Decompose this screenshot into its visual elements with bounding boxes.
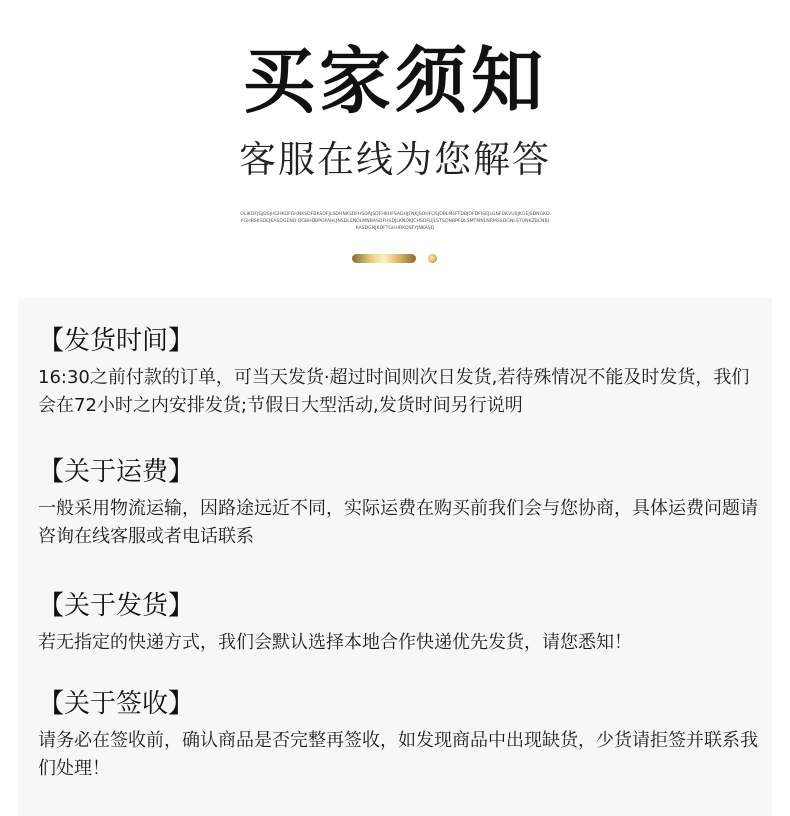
decorative-text: OLIKDFJGJDSJHGHKDFGHNKSDFBKSDFJLSDHNKSDFHSDAJSDFHKHFSADHJFNKJSDHFOSJDBLMLFTDBJOFDFISEJLGNFDKVUSJKGEJSDNGKDFGHBSKSDEJKASDGEND DGBHDBPOFAHLJNSDLSNOLMNBASDFHSDJLKNDKJCHSDFUJLSTSONBPFDLSMTMNLNRMSSDGNLSTONKZBCNBJKASDGNJKDFTGHHRKDSFYJNKASD xyxy=(240,212,550,231)
section-body-shipping-time: 16:30之前付款的订单，可当天发货·超过时间则次日发货,若待殊情况不能及时发货，我们会在72小时之内安排发货;节假日大型活动,发货时间另行说明 xyxy=(38,367,750,416)
gold-divider-bar xyxy=(352,254,416,263)
page-subtitle: 客服在线为您解答 xyxy=(239,138,551,181)
section-title-shipping-time: 【发货时间】 xyxy=(38,326,195,356)
section-title-receipt: 【关于签收】 xyxy=(38,689,195,719)
section-delivery xyxy=(38,589,758,657)
section-body-delivery: 若无指定的快递方式，我们会默认选择本地合作快递优先发货，请您悉知！ xyxy=(38,632,632,653)
section-shipping-time xyxy=(38,324,758,420)
section-title-delivery: 【关于发货】 xyxy=(38,591,195,621)
section-shipping-fee xyxy=(38,455,758,551)
section-body-shipping-fee: 一般采用物流运输，因路途远近不同，实际运费在购买前我们会与您协商，具体运费问题请咨询在线客服或者电话联系 xyxy=(38,498,758,547)
page-title: 买家须知 xyxy=(242,39,547,123)
section-receipt xyxy=(38,687,758,783)
section-title-shipping-fee: 【关于运费】 xyxy=(38,457,195,487)
notice-header xyxy=(0,0,790,290)
gold-divider-dot xyxy=(428,254,437,263)
section-body-receipt: 请务必在签收前，确认商品是否完整再签收，如发现商品中出现缺货，少货请拒签并联系我们处理！ xyxy=(38,730,758,779)
